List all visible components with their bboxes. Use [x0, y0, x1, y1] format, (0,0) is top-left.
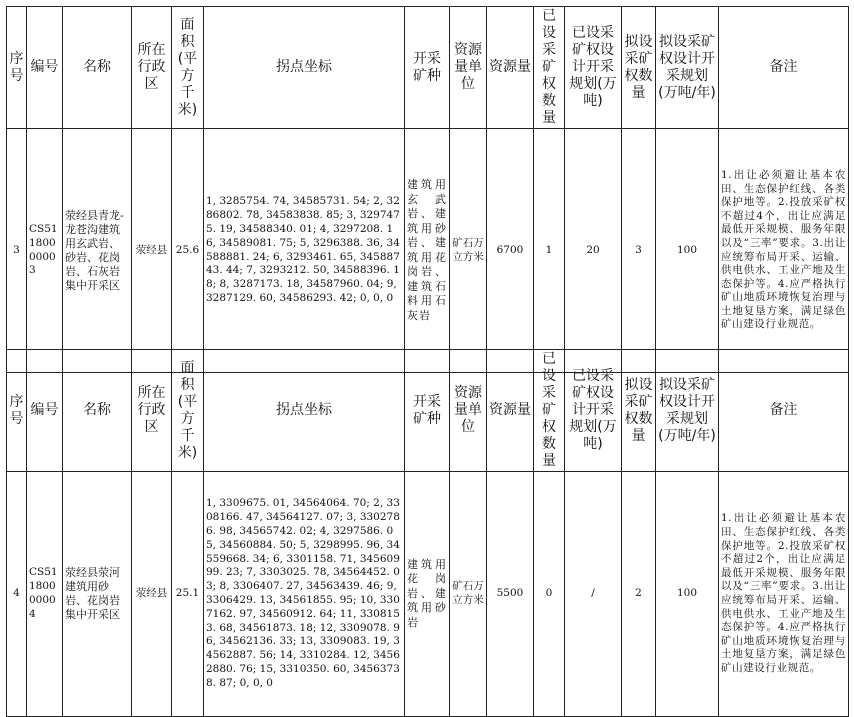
header-existing: 已设采矿权数量 [534, 350, 565, 472]
cell-mineral: 建筑用花岗岩、建筑用砂岩 [405, 472, 450, 717]
mining-area-table-2 [6, 349, 849, 717]
mining-area-table-1 [6, 6, 849, 373]
header-code: 编号 [27, 7, 63, 129]
cell-proposed: 3 [622, 129, 656, 373]
header-name: 名称 [63, 350, 132, 472]
header-existing-plan: 已设采矿权设计开采规划(万吨) [565, 7, 622, 129]
header-area: 面积(平方千米) [172, 350, 204, 472]
header-proposed-plan: 拟设采矿权设计开采规划(万吨/年) [656, 7, 719, 129]
cell-coords: 1, 3285754. 74, 34585731. 54; 2, 3286802. 78, 34583838. 85; 3, 3297475. 19, 34588340. 01; 4, 3297208. 16, 34589081. 75; 5, 3296388. 36, 34588881. 24; 6, 3293461. 65, 34588743. 44; 7, 3293212. 50, 34588396. 18; 8, 3287173. 18, 34587960. 04; 9, 3287129. 60, 34586293. 42; 0, 0, 0 [204, 129, 405, 373]
cell-code: CS51180000004 [27, 472, 63, 717]
header-coords: 拐点坐标 [204, 350, 405, 472]
header-proposed: 拟设采矿权数量 [622, 350, 656, 472]
cell-proposed-plan: 100 [656, 472, 719, 717]
header-unit: 资源量单位 [450, 350, 487, 472]
cell-coords: 1, 3309675. 01, 34564064. 70; 2, 3308166. 47, 34564127. 07; 3, 3302786. 98, 34565742. 02; 4, 3297586. 05, 34560884. 50; 5, 3298995. 96, 34559668. 34; 6, 3301158. 71, 34560999. 23; 7, 3303025. 78, 34564452. 03; 8, 3306407. 27, 34563439. 46; 9, 3306429. 13, 34561855. 95; 10, 3307162. 97, 34560912. 64; 11, 3308153. 68, 34561873. 18; 12, 3309078. 96, 34562136. 33; 13, 3309083. 19, 34562887. 56; 14, 3310284. 12, 34562880. 76; 15, 3310350. 60, 34563738. 87; 0, 0, 0 [204, 472, 405, 717]
cell-area: 25.1 [172, 472, 204, 717]
header-district: 所在行政区 [132, 350, 172, 472]
cell-amount: 6700 [487, 129, 534, 373]
header-unit: 资源量单位 [450, 7, 487, 129]
cell-unit: 矿石万立方米 [450, 129, 487, 373]
cell-existing: 1 [534, 129, 565, 373]
header-mineral: 开采矿种 [405, 350, 450, 472]
header-remarks: 备注 [719, 7, 849, 129]
cell-existing-plan: 20 [565, 129, 622, 373]
header-seq: 序号 [7, 350, 27, 472]
cell-mineral: 建筑用玄武岩、建筑用砂岩、建筑用花岗岩、建筑石料用石灰岩 [405, 129, 450, 373]
header-row [7, 7, 849, 129]
cell-amount: 5500 [487, 472, 534, 717]
header-seq: 序号 [7, 7, 27, 129]
table-row [7, 472, 849, 717]
cell-existing-plan: / [565, 472, 622, 717]
cell-proposed: 2 [622, 472, 656, 717]
header-coords: 拐点坐标 [204, 7, 405, 129]
cell-proposed-plan: 100 [656, 129, 719, 373]
header-existing: 已设采矿权数量 [534, 7, 565, 129]
cell-remarks: 1.出让必须避让基本农田、生态保护红线、各类保护地等。2.投放采矿权不超过2个，出让应满足最低开采规模、服务年限以及“三率”要求。3.出让应统筹布局开采、运输、供电供水、工业产地及生态保护等。4.应严格执行矿山地质环境恢复治理与土地复垦方案，满足绿色矿山建设行业规范。 [719, 472, 849, 717]
header-area: 面积(平方千米) [172, 7, 204, 129]
table-row [7, 129, 849, 373]
cell-existing: 0 [534, 472, 565, 717]
header-proposed-plan: 拟设采矿权设计开采规划(万吨/年) [656, 350, 719, 472]
cell-code: CS51180000003 [27, 129, 63, 373]
cell-seq: 3 [7, 129, 27, 373]
header-row [7, 350, 849, 472]
header-amount: 资源量 [487, 7, 534, 129]
cell-area: 25.6 [172, 129, 204, 373]
cell-remarks: 1.出让必须避让基本农田、生态保护红线、各类保护地等。2.投放采矿权不超过4个，出让应满足最低开采规模、服务年限以及“三率”要求。3.出让应统筹布局开采、运输、供电供水、工业产地及生态保护等。4.应严格执行矿山地质环境恢复治理与土地复垦方案，满足绿色矿山建设行业规范。 [719, 129, 849, 373]
header-amount: 资源量 [487, 350, 534, 472]
header-mineral: 开采矿种 [405, 7, 450, 129]
cell-name: 荥经县青龙-龙苍沟建筑用玄武岩、砂岩、花岗岩、石灰岩集中开采区 [63, 129, 132, 373]
header-existing-plan: 已设采矿权设计开采规划(万吨) [565, 350, 622, 472]
header-code: 编号 [27, 350, 63, 472]
cell-district: 荥经县 [132, 129, 172, 373]
header-remarks: 备注 [719, 350, 849, 472]
header-name: 名称 [63, 7, 132, 129]
cell-name: 荥经县荥河建筑用砂岩、花岗岩集中开采区 [63, 472, 132, 717]
cell-seq: 4 [7, 472, 27, 717]
cell-district: 荥经县 [132, 472, 172, 717]
cell-unit: 矿石万立方米 [450, 472, 487, 717]
header-proposed: 拟设采矿权数量 [622, 7, 656, 129]
header-district: 所在行政区 [132, 7, 172, 129]
